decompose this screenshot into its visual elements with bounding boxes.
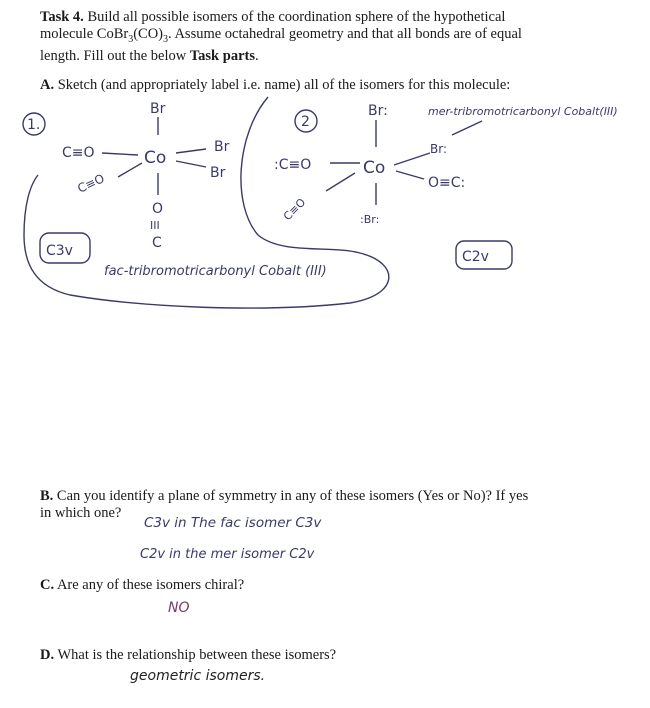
co-left-2: :C≡O [274, 157, 312, 173]
task-line-2 [40, 26, 630, 48]
formula-part: molecule CoBr [40, 26, 129, 42]
task-text-1: Build all possible isomers of the coordination sphere of the hypothetical [87, 9, 506, 25]
task-parts-label: Task parts [189, 47, 255, 64]
bond-line [176, 161, 206, 167]
symmetry-label-2: C2v [462, 249, 489, 265]
formula-part: (CO) [133, 26, 164, 42]
task-text-3: length. Fill out the below [40, 47, 190, 64]
part-c-answer: NO [168, 600, 190, 616]
br-bottom-2: :Br: [360, 213, 380, 226]
isomer-number-2: 2 [301, 114, 310, 130]
symmetry-label-1: C3v [46, 243, 73, 259]
br-top-2: Br: [368, 103, 388, 119]
part-b-question [40, 488, 640, 522]
task-header [40, 9, 630, 65]
task-line-3 [40, 48, 630, 65]
mer-name: mer-tribromotricarbonyl Cobalt(III) [428, 105, 618, 118]
br-right-up-1: Br [214, 139, 230, 155]
c-bottom-1: C [152, 235, 162, 251]
co-diag-1: C≡O [75, 171, 107, 196]
part-d-text: What is the relationship between these isomers? [57, 647, 337, 663]
cobalt-1: Co [144, 148, 167, 168]
task-label: Task 4. [40, 9, 84, 25]
part-a-label: A. [40, 77, 55, 93]
task-line-1 [40, 9, 630, 26]
o-bottom-1: O [152, 201, 164, 217]
part-b-answer-1: C3v in The fac isomer C3v [144, 515, 322, 531]
br-right-down-1: Br [210, 165, 226, 181]
formula-sub: 3 [163, 33, 169, 45]
part-c-text: Are any of these isomers chiral? [56, 577, 245, 593]
isomer-sketch [0, 95, 650, 310]
part-b-answer-2: C2v in the mer isomer C2v [140, 547, 315, 562]
part-b-text-2: in which one? [40, 505, 122, 521]
label-arrow [452, 121, 482, 135]
formula-sub: 3 [128, 33, 134, 45]
co-left-1: C≡O [62, 145, 95, 161]
part-b-label: B. [40, 488, 54, 504]
task-text-2: . Assume octahedral geometry and that all bonds are of equal [168, 26, 522, 42]
part-d-question [40, 647, 640, 664]
bond-line [102, 153, 138, 155]
bond-line [176, 149, 206, 153]
part-d-answer: geometric isomers. [130, 668, 266, 684]
isomer-number-1: 1. [27, 117, 41, 133]
part-a-question [40, 77, 640, 94]
cobalt-2: Co [363, 158, 386, 178]
fac-name: fac-tribromotricarbonyl Cobalt (III) [104, 264, 327, 279]
br-right-2: Br: [430, 142, 447, 156]
br-top-1: Br [150, 101, 166, 117]
bond-line [394, 153, 430, 165]
part-c-question [40, 577, 640, 594]
bond-line [326, 173, 355, 191]
part-d-label: D. [40, 647, 55, 663]
part-a-text: Sketch (and appropriately label i.e. name) all of the isomers for this molecule: [57, 77, 511, 93]
task-text-3-end: . [254, 47, 259, 64]
triple-bond-1: III [150, 219, 160, 232]
co-right-2: O≡C: [428, 175, 466, 191]
bond-line [396, 171, 424, 179]
co-diag-2: C≡O [280, 195, 309, 224]
part-b-text-1: Can you identify a plane of symmetry in any of these isomers (Yes or No)? If yes [56, 488, 529, 504]
bond-line [118, 163, 142, 177]
part-c-label: C. [40, 577, 55, 593]
